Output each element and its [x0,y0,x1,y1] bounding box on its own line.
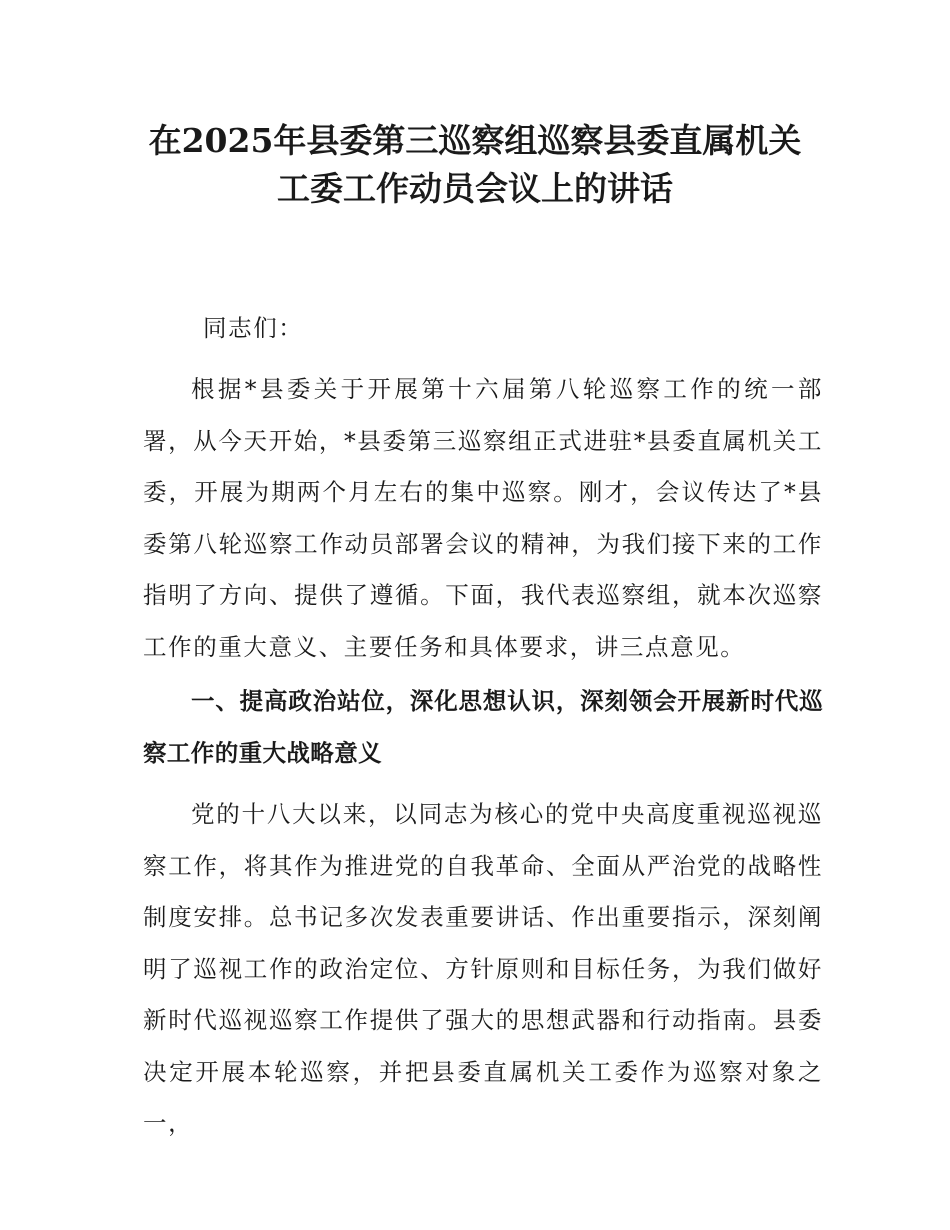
paragraph-intro: 根据*县委关于开展第十六届第八轮巡察工作的统一部署，从今天开始，*县委第三巡察组正式进驻*县委直属机关工委，开展为期两个月左右的集中巡察。刚才，会议传达了*县委第八轮巡察工作动员部署会议的精神，为我们接下来的工作指明了方向、提供了遵循。下面，我代表巡察组，就本次巡察工作的重大意义、主要任务和具体要求，讲三点意见。 [143,375,823,661]
salutation: 同志们： [203,314,304,342]
section-heading-1: 一、提高政治站位，深化思想认识，深刻领会开展新时代巡察工作的重大战略意义 [143,687,823,767]
paragraph-section-1: 党的十八大以来，以同志为核心的党中央高度重视巡视巡察工作，将其作为推进党的自我革命、全面从严治党的战略性制度安排。总书记多次发表重要讲话、作出重要指示，深刻阐明了巡视工作的政治定位、方针原则和目标任务，为我们做好新时代巡视巡察工作提供了强大的思想武器和行动指南。县委决定开展本轮巡察，并把县委直属机关工委作为巡察对象之一， [143,800,823,1137]
document-title-line-2: 工委工作动员会议上的讲话 [277,169,673,208]
document-title-line-1: 在2025年县委第三巡察组巡察县委直属机关 [148,121,802,160]
